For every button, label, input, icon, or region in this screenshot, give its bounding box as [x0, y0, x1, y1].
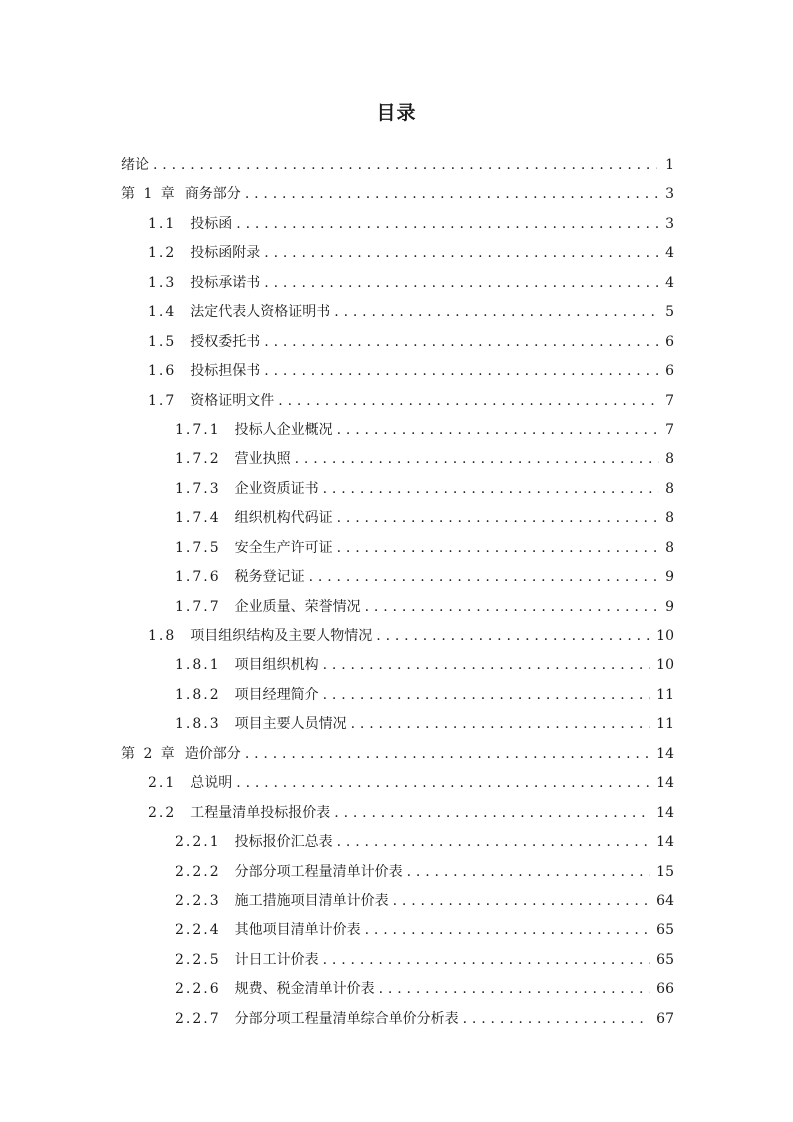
- toc-entry-page-number: 3: [665, 215, 674, 232]
- toc-entry-label: 投标函附录: [190, 245, 261, 262]
- toc-entry-label: 项目组织结构及主要人物情况: [190, 628, 373, 644]
- toc-dot-leader: [337, 416, 659, 445]
- toc-entry[interactable]: [0, 298, 793, 327]
- toc-entry-label: 计日工计价表: [234, 951, 319, 968]
- toc-entry-page-number: 8: [665, 510, 674, 527]
- toc-entry-page-number: 8: [665, 451, 674, 468]
- toc-dot-leader: [245, 740, 650, 769]
- toc-entry-label: 总说明: [190, 775, 233, 792]
- toc-entry-number: 2.2.7: [175, 1010, 221, 1027]
- page-title: 目录: [376, 102, 417, 124]
- toc-entry[interactable]: [0, 180, 793, 209]
- toc-entry-label: 安全生产许可证: [234, 539, 333, 556]
- toc-entry-page-number: 65: [656, 951, 674, 968]
- toc-entry-number: 1.1: [148, 215, 177, 232]
- toc-dot-leader: [351, 710, 651, 739]
- toc-dot-leader: [337, 534, 659, 563]
- toc-entry-page-number: 15: [656, 863, 674, 880]
- toc-entry-label: 投标承诺书: [190, 274, 261, 291]
- toc-entry-number: 2.2: [148, 804, 177, 821]
- toc-entry-number: 1.7.1: [175, 421, 221, 438]
- toc-entry-label: 组织机构代码证: [234, 510, 333, 527]
- toc-entry[interactable]: [0, 563, 793, 592]
- toc-entry-page-number: 14: [656, 834, 674, 851]
- toc-entry-page-number: 1: [665, 157, 674, 173]
- toc-dot-leader: [236, 769, 650, 798]
- toc-entry-number: 2.2.3: [175, 892, 221, 909]
- toc-entry[interactable]: [0, 828, 793, 857]
- toc-entry-label: 项目经理简介: [234, 686, 319, 703]
- toc-entry-number: 2.2.1: [175, 834, 221, 851]
- toc-entry[interactable]: [0, 475, 793, 504]
- toc-entry-number: 2.2.2: [175, 863, 221, 880]
- toc-entry-page-number: 67: [656, 1010, 674, 1027]
- toc-dot-leader: [236, 210, 659, 239]
- toc-entry-number: 2.2.6: [175, 981, 221, 998]
- toc-entry[interactable]: [0, 269, 793, 298]
- toc-dot-leader: [463, 1005, 651, 1034]
- toc-dot-leader: [264, 328, 659, 357]
- toc-entry-label: 其他项目清单计价表: [234, 922, 361, 939]
- toc-entry[interactable]: [0, 328, 793, 357]
- toc-entry-number: 1.7.2: [175, 451, 221, 468]
- toc-entry[interactable]: [0, 593, 793, 622]
- toc-dot-leader: [323, 475, 659, 504]
- toc-entry-label: 法定代表人资格证明书: [190, 304, 331, 321]
- toc-dot-leader: [295, 445, 659, 474]
- toc-entry-number: 1.7.6: [175, 569, 221, 586]
- toc-entry-number: 1.7.4: [175, 510, 221, 527]
- toc-entry-label: 分部分项工程量清单计价表: [234, 863, 403, 880]
- toc-dot-leader: [337, 828, 651, 857]
- toc-entry-page-number: 9: [665, 569, 674, 586]
- toc-dot-leader: [365, 593, 659, 622]
- toc-entry[interactable]: [0, 769, 793, 798]
- toc-entry-label: 投标函: [190, 215, 233, 232]
- toc-entry-page-number: 64: [656, 892, 674, 909]
- toc-dot-leader: [323, 681, 651, 710]
- toc-entry-page-number: 9: [665, 598, 674, 615]
- toc-entry[interactable]: [0, 799, 793, 828]
- toc-entry-page-number: 6: [665, 333, 674, 350]
- toc-dot-leader: [379, 975, 651, 1004]
- toc-entry-number: 第 1 章: [121, 186, 177, 203]
- toc-dot-leader: [278, 387, 659, 416]
- toc-entry-number: 1.7: [148, 392, 177, 409]
- toc-entry-label: 施工措施项目清单计价表: [234, 892, 389, 909]
- toc-dot-leader: [264, 269, 659, 298]
- toc-entry-page-number: 7: [665, 392, 674, 409]
- toc-entry-page-number: 14: [656, 804, 674, 821]
- toc-entry[interactable]: [0, 534, 793, 563]
- toc-dot-leader: [393, 887, 651, 916]
- toc-entry-page-number: 4: [665, 274, 674, 291]
- toc-entry-number: 1.8.1: [175, 657, 221, 674]
- toc-entry-label: 分部分项工程量清单综合单价分析表: [234, 1010, 459, 1027]
- toc-entry-label: 授权委托书: [190, 333, 261, 350]
- toc-entry-page-number: 8: [665, 539, 674, 556]
- toc-entry-label: 工程量清单投标报价表: [190, 804, 331, 821]
- toc-entry[interactable]: [0, 975, 793, 1004]
- toc-entry[interactable]: [0, 946, 793, 975]
- toc-entry-label: 商务部分: [184, 186, 241, 203]
- toc-entry-number: 1.6: [148, 363, 177, 380]
- toc-entry[interactable]: [0, 239, 793, 268]
- toc-dot-leader: [264, 239, 659, 268]
- toc-entry-number: 1.3: [148, 274, 177, 291]
- toc-entry[interactable]: [0, 710, 793, 739]
- toc-entry-page-number: 4: [665, 245, 674, 262]
- toc-dot-leader: [323, 946, 651, 975]
- toc-entry-number: 1.7.7: [175, 598, 221, 615]
- toc-entry-page-number: 10: [656, 657, 674, 674]
- toc-entry-label: 企业资质证书: [234, 480, 319, 497]
- toc-dot-leader: [153, 151, 657, 180]
- toc-dot-leader: [376, 622, 650, 651]
- toc-entry-label: 投标担保书: [190, 363, 261, 380]
- toc-entry[interactable]: [0, 1005, 793, 1034]
- toc-entry-page-number: 65: [656, 922, 674, 939]
- toc-entry-label: 项目组织机构: [234, 657, 319, 674]
- toc-entry-page-number: 11: [656, 716, 674, 733]
- toc-entry-number: 1.4: [148, 304, 177, 321]
- toc-entry-number: 1.7.3: [175, 480, 221, 497]
- toc-dot-leader: [309, 563, 659, 592]
- table-of-contents: [0, 151, 793, 1034]
- toc-entry-number: 2.2.5: [175, 951, 221, 968]
- toc-entry-page-number: 66: [656, 981, 674, 998]
- toc-entry[interactable]: [0, 651, 793, 680]
- toc-dot-leader: [264, 357, 659, 386]
- toc-entry[interactable]: [0, 416, 793, 445]
- toc-entry-label: 资格证明文件: [190, 392, 275, 409]
- toc-entry[interactable]: [0, 357, 793, 386]
- toc-entry-number: 1.8.2: [175, 686, 221, 703]
- toc-entry-number: 2.2.4: [175, 922, 221, 939]
- toc-entry-number: 1.8.3: [175, 716, 221, 733]
- toc-entry-page-number: 6: [665, 363, 674, 380]
- toc-dot-leader: [323, 651, 651, 680]
- toc-entry-page-number: 5: [665, 304, 674, 321]
- toc-entry[interactable]: [0, 887, 793, 916]
- toc-entry-page-number: 14: [656, 775, 674, 792]
- toc-dot-leader: [245, 180, 659, 209]
- toc-entry[interactable]: [0, 622, 793, 651]
- toc-entry-label: 项目主要人员情况: [234, 716, 347, 733]
- toc-entry-page-number: 7: [665, 421, 674, 438]
- toc-entry-number: 1.5: [148, 333, 177, 350]
- toc-entry-label: 投标报价汇总表: [234, 834, 333, 851]
- toc-entry[interactable]: [0, 916, 793, 945]
- toc-entry-number: 第 2 章: [121, 745, 177, 762]
- toc-dot-leader: [365, 916, 651, 945]
- toc-entry[interactable]: [0, 681, 793, 710]
- toc-entry-label: 营业执照: [234, 451, 291, 468]
- toc-entry[interactable]: [0, 387, 793, 416]
- toc-entry-label: 绪论: [121, 157, 149, 173]
- toc-dot-leader: [334, 298, 659, 327]
- toc-entry[interactable]: [0, 858, 793, 887]
- toc-entry-label: 投标人企业概况: [234, 421, 333, 438]
- toc-entry-page-number: 14: [656, 745, 674, 762]
- toc-dot-leader: [334, 799, 650, 828]
- toc-entry[interactable]: [0, 210, 793, 239]
- toc-entry-number: 1.8: [148, 628, 177, 644]
- toc-entry-page-number: 10: [656, 628, 674, 644]
- toc-entry[interactable]: [0, 504, 793, 533]
- toc-entry-page-number: 3: [665, 186, 674, 203]
- toc-entry-number: 1.2: [148, 245, 177, 262]
- toc-entry-label: 规费、税金清单计价表: [234, 981, 375, 998]
- toc-entry[interactable]: [0, 445, 793, 474]
- toc-dot-leader: [407, 858, 651, 887]
- toc-entry-label: 造价部分: [184, 745, 241, 762]
- toc-entry-label: 税务登记证: [234, 569, 305, 586]
- toc-entry-label: 企业质量、荣誉情况: [234, 598, 361, 615]
- toc-entry[interactable]: [0, 740, 793, 769]
- toc-entry-number: 1.7.5: [175, 539, 221, 556]
- toc-entry-page-number: 8: [665, 480, 674, 497]
- toc-entry[interactable]: [0, 151, 793, 180]
- toc-entry-number: 2.1: [148, 775, 177, 792]
- toc-entry-page-number: 11: [656, 686, 674, 703]
- toc-dot-leader: [337, 504, 659, 533]
